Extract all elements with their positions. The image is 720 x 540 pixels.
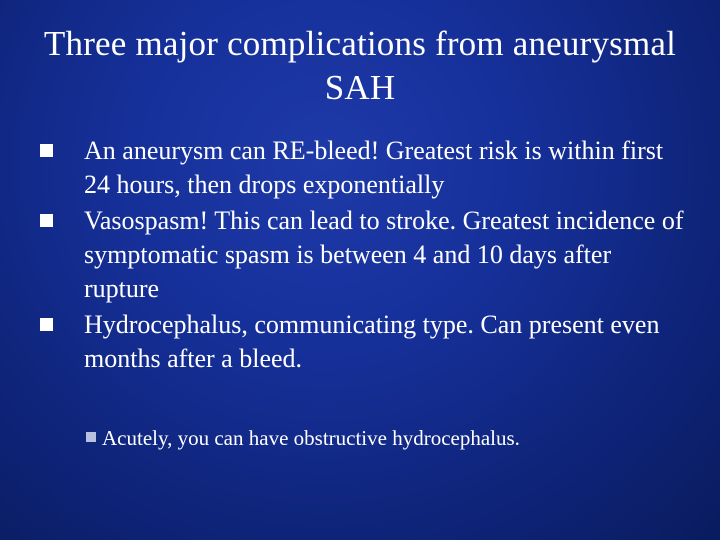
square-bullet-icon xyxy=(40,214,53,227)
bullet-text: Hydrocephalus, communicating type. Can present even months after a bleed. xyxy=(84,310,660,373)
sub-bullet-item xyxy=(88,423,688,453)
bullet-item xyxy=(40,308,690,376)
sub-bullet-list xyxy=(88,423,688,453)
square-bullet-icon xyxy=(86,432,96,442)
square-bullet-icon xyxy=(40,318,53,331)
square-bullet-icon xyxy=(40,144,53,157)
slide-title: Three major complications from aneurysmal SAH xyxy=(43,24,677,107)
bullet-item xyxy=(40,204,690,306)
bullet-item xyxy=(40,134,690,202)
bullet-list xyxy=(40,134,690,378)
bullet-text: An aneurysm can RE-bleed! Greatest risk is within first 24 hours, then drops exponentially xyxy=(84,136,664,199)
bullet-text: Vasospasm! This can lead to stroke. Greatest incidence of symptomatic spasm is between 4 and 10 days after rupture xyxy=(84,206,684,303)
sub-bullet-text: Acutely, you can have obstructive hydrocephalus. xyxy=(102,426,520,450)
